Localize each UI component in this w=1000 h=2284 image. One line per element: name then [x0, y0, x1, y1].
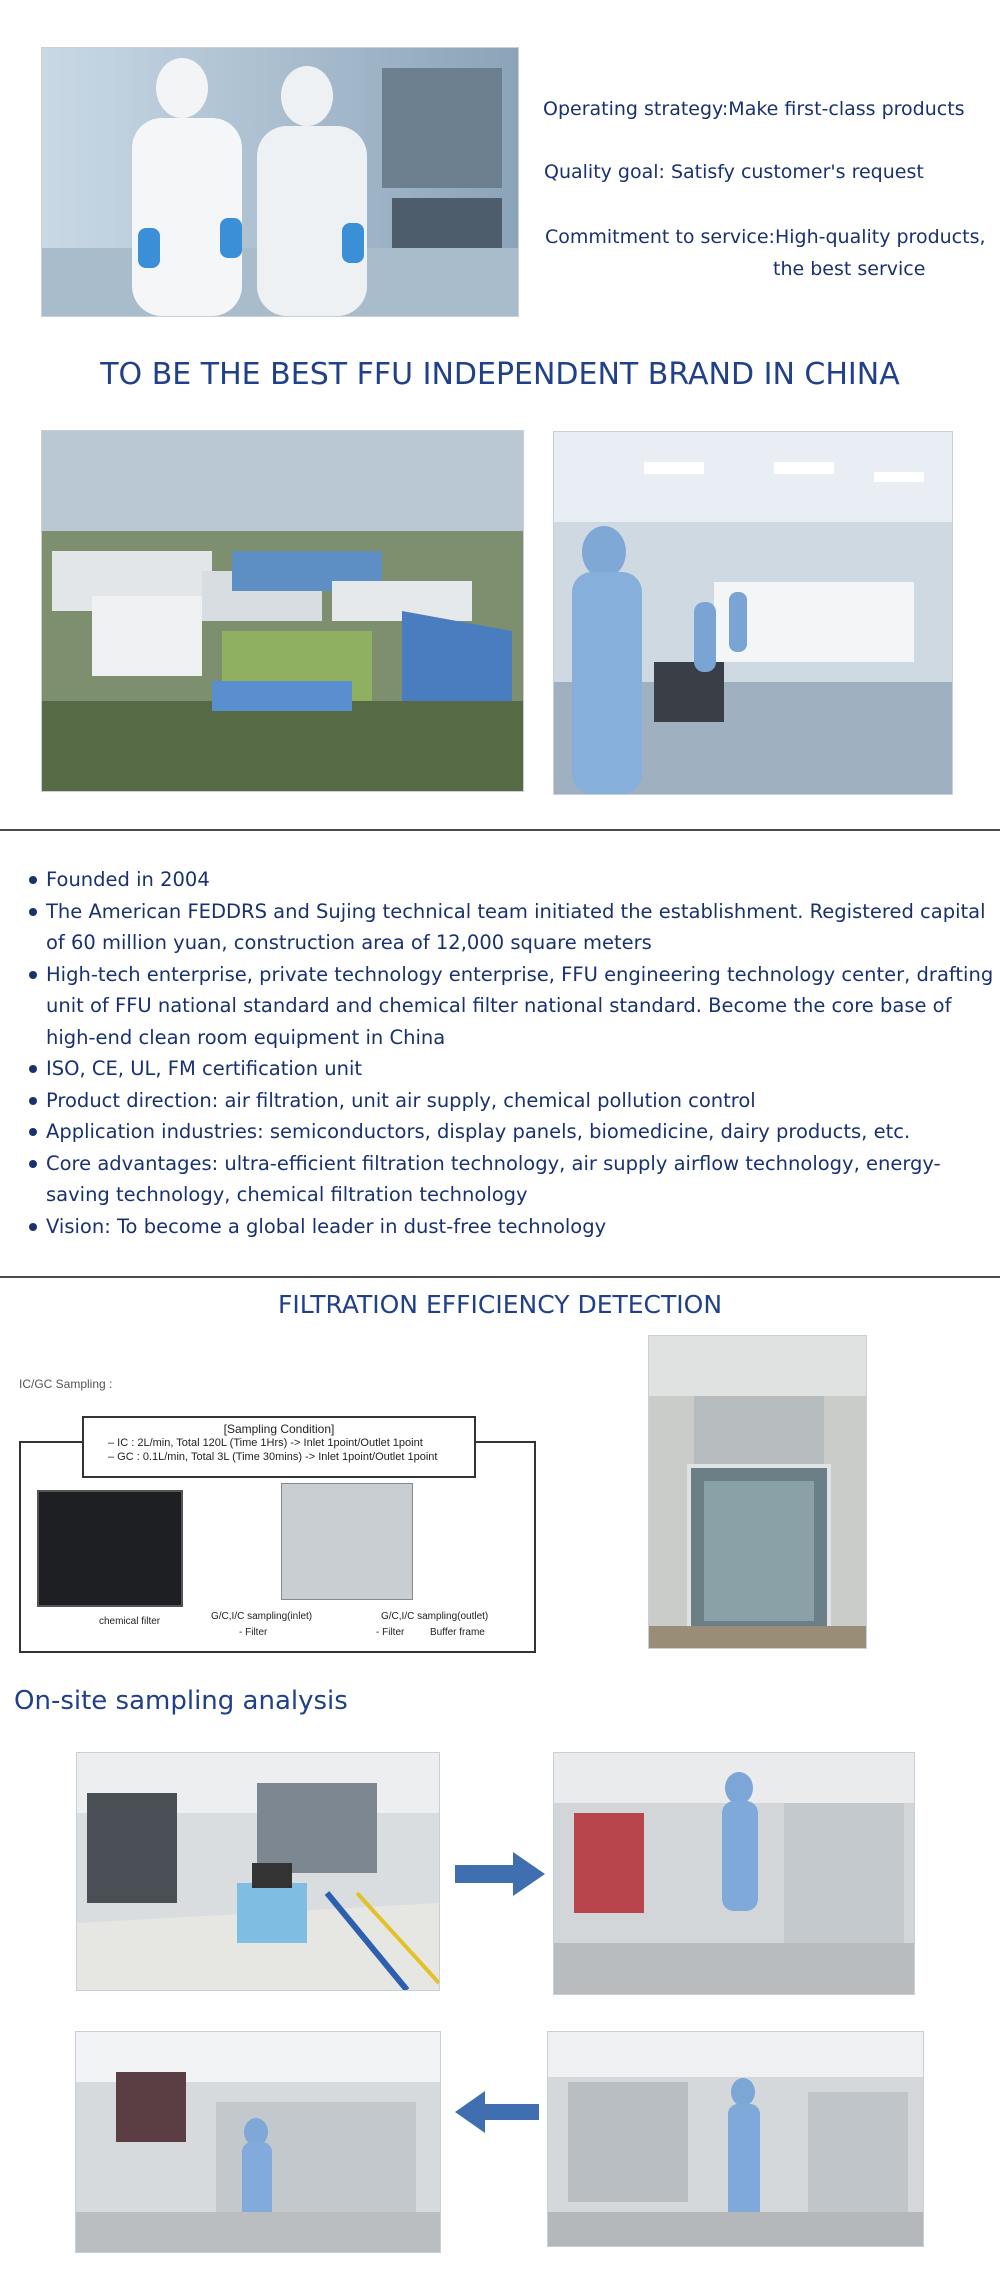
onsite-title: On-site sampling analysis — [14, 1686, 348, 1716]
chemical-filter-image — [37, 1490, 183, 1607]
operating-strategy-text: Operating strategy:Make first-class products — [543, 98, 965, 120]
condition-title: [Sampling Condition] — [223, 1422, 335, 1436]
section-divider-1 — [0, 829, 1000, 831]
onsite-photo-4 — [547, 2031, 924, 2247]
list-item: Founded in 2004 — [28, 864, 996, 896]
outlet-label: G/C,I/C sampling(outlet) — [381, 1611, 489, 1622]
onsite-photo-2 — [553, 1752, 915, 1995]
arrow-right-icon — [455, 1852, 545, 1896]
chemical-filter-label: chemical filter — [99, 1616, 161, 1627]
outlet-sub-label: - Filter — [376, 1627, 405, 1638]
list-item: Product direction: air filtration, unit air supply, chemical pollution control — [28, 1085, 996, 1117]
inlet-label: G/C,I/C sampling(inlet) — [211, 1611, 313, 1622]
brand-headline: TO BE THE BEST FFU INDEPENDENT BRAND IN CHINA — [100, 357, 900, 392]
list-item: Application industries: semiconductors, display panels, biomedicine, dairy products, etc. — [28, 1116, 996, 1148]
cleanroom-workers-photo — [41, 47, 519, 317]
sampling-condition-box — [82, 1416, 476, 1478]
list-item: Core advantages: ultra-efficient filtration technology, air supply airflow technology, energy-saving technology, chemical filtration technology — [28, 1148, 996, 1211]
sampling-caption: IC/GC Sampling : — [19, 1377, 113, 1391]
sampling-setup-image — [281, 1483, 413, 1600]
buffer-frame-label: Buffer frame — [430, 1627, 485, 1638]
section-divider-2 — [0, 1276, 1000, 1278]
cleanroom-lab-photo — [553, 431, 953, 795]
condition-gc: – GC : 0.1L/min, Total 3L (Time 30mins) -> Inlet 1point/Outlet 1point — [108, 1451, 438, 1463]
sampling-diagram — [19, 1422, 536, 1653]
condition-ic: – IC : 2L/min, Total 120L (Time 1Hrs) -> Inlet 1point/Outlet 1point — [108, 1437, 423, 1449]
factory-aerial-photo — [41, 430, 524, 792]
onsite-photo-1 — [76, 1752, 440, 1991]
filtration-title: FILTRATION EFFICIENCY DETECTION — [277, 1290, 723, 1319]
list-item: Vision: To become a global leader in dust-free technology — [28, 1211, 996, 1243]
commitment-text: Commitment to service:High-quality products, — [545, 226, 986, 248]
quality-goal-text: Quality goal: Satisfy customer's request — [544, 161, 924, 183]
test-cabinet-photo — [648, 1335, 867, 1649]
list-item: High-tech enterprise, private technology enterprise, FFU engineering technology center, drafting unit of FFU national standard and chemical filter national standard. Become the core base of high-end clean room equipment in China — [28, 959, 996, 1054]
inlet-sub-label: - Filter — [239, 1627, 268, 1638]
company-intro-list — [28, 864, 996, 1242]
onsite-photo-3 — [75, 2031, 441, 2253]
list-item: ISO, CE, UL, FM certification unit — [28, 1053, 996, 1085]
arrow-left-icon — [455, 2091, 539, 2133]
list-item: The American FEDDRS and Sujing technical team initiated the establishment. Registered capital of 60 million yuan, construction area of 12,000 square meters — [28, 896, 996, 959]
commitment-text-line2: the best service — [773, 258, 926, 280]
